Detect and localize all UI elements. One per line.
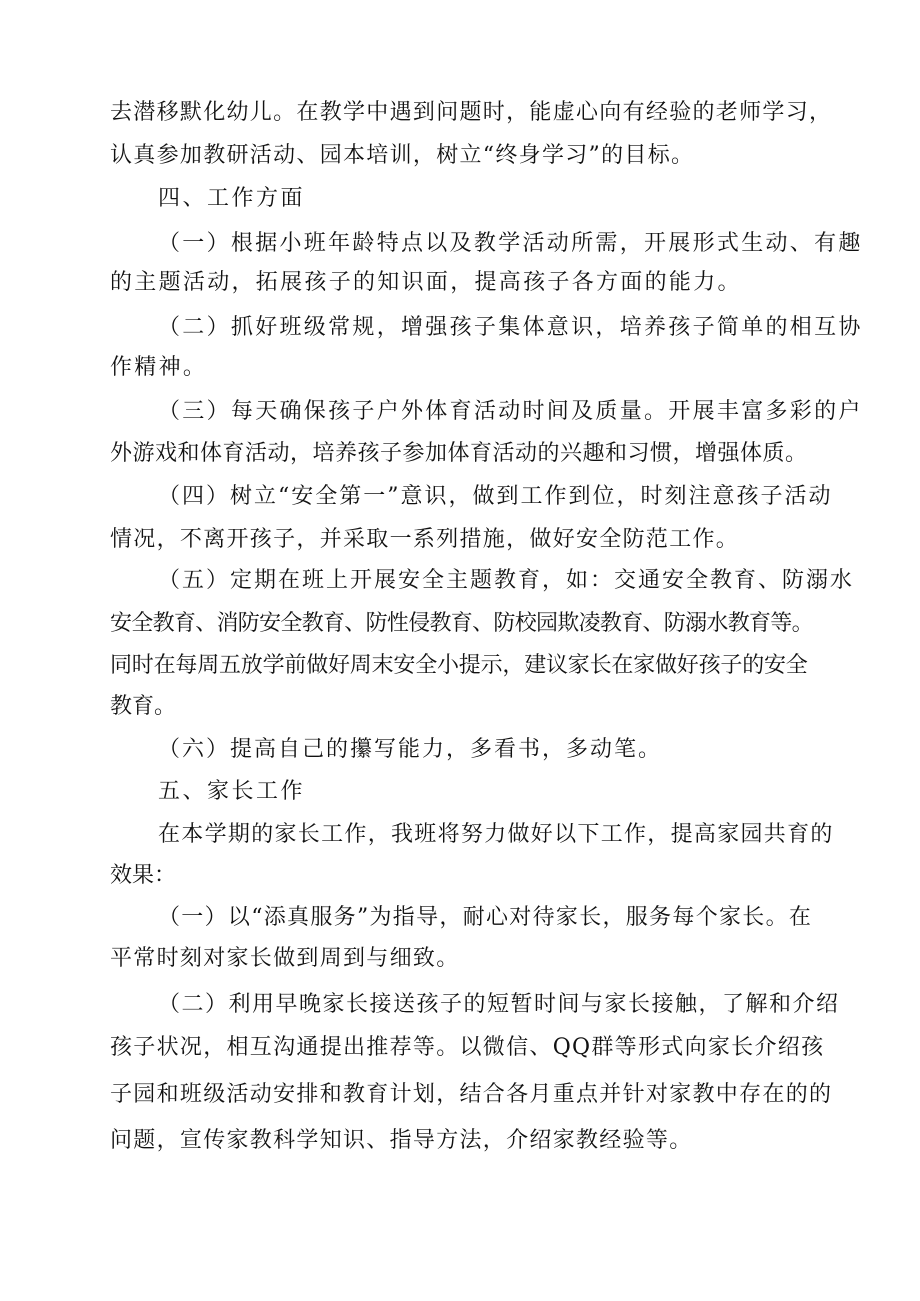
paragraph-line: 平常时刻对家长做到周到与细致。 xyxy=(110,946,460,971)
paragraph-line: 的主题活动，拓展孩子的知识面，提高孩子各方面的能力。 xyxy=(110,270,742,295)
paragraph-line: 安全教育、消防安全教育、防性侵教育、防校园欺凌教育、防溺水教育等。 xyxy=(110,611,813,636)
paragraph-line: 在本学期的家长工作，我班将努力做好以下工作，提高家园共育的 xyxy=(158,822,834,847)
paragraph-line: （一）以“添真服务”为指导，耐心对待家长，服务每个家长。在 xyxy=(158,905,813,930)
paragraph-line: （二）利用早晚家长接送孩子的短暂时间与家长接触，了解和介绍 xyxy=(158,992,840,1017)
section-heading: 四、工作方面 xyxy=(158,186,306,211)
paragraph-line: 作精神。 xyxy=(110,355,208,380)
paragraph-line: （四）树立“安全第一”意识，做到工作到位，时刻注意孩子活动 xyxy=(158,484,833,509)
paragraph-line: 同时在每周五放学前做好周末安全小提示，建议家长在家做好孩子的安全 xyxy=(110,653,808,678)
paragraph-line: 孩子状况，相互沟通提出推荐等。以微信、QQ群等形式向家长介绍孩 xyxy=(110,1035,825,1060)
paragraph-line: 问题，宣传家教科学知识、指导方法，介绍家教经验等。 xyxy=(110,1128,693,1153)
paragraph-line: 情况，不离开孩子，并采取一系列措施，做好安全防范工作。 xyxy=(110,527,740,552)
paragraph-line: （一）根据小班年龄特点以及教学活动所需，开展形式生动、有趣 xyxy=(158,231,863,256)
paragraph-line: 外游戏和体育活动，培养孩子参加体育活动的兴趣和习惯，增强体质。 xyxy=(110,441,808,466)
paragraph-line: （五）定期在班上开展安全主题教育，如：交通安全教育、防溺水 xyxy=(158,568,855,593)
paragraph-line: （六）提高自己的攥写能力，多看书，多动笔。 xyxy=(158,737,663,762)
paragraph-line: 效果： xyxy=(110,863,177,888)
paragraph-line: 子园和班级活动安排和教育计划，结合各月重点并针对家教中存在的的 xyxy=(110,1082,833,1107)
paragraph-line: 认真参加教研活动、园本培训，树立“终身学习”的目标。 xyxy=(110,143,695,168)
paragraph-line: 教育。 xyxy=(110,694,177,719)
paragraph-line: （三）每天确保孩子户外体育活动时间及质量。开展丰富多彩的户 xyxy=(158,399,863,424)
paragraph-line: （二）抓好班级常规，增强孩子集体意识，培养孩子简单的相互协 xyxy=(158,315,863,340)
section-heading: 五、家长工作 xyxy=(158,779,306,804)
paragraph-line: 去潜移默化幼儿。在教学中遇到问题时，能虚心向有经验的老师学习， xyxy=(110,100,833,125)
